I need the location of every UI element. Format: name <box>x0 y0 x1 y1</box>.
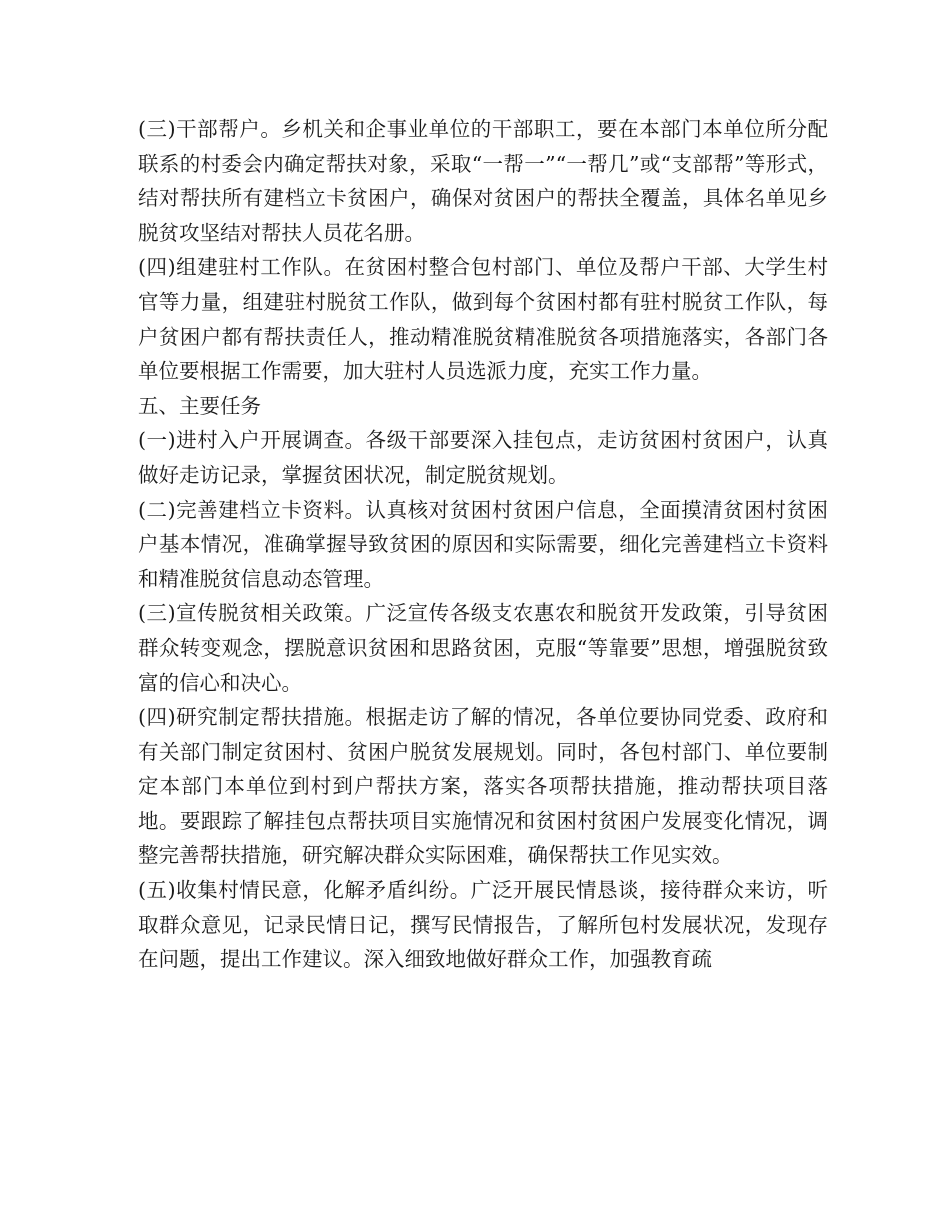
paragraph-cadres-help-households: (三)干部帮户。乡机关和企事业单位的干部职工，要在本部门本单位所分配联系的村委会内确定帮扶对象，采取“一帮一”“一帮几”或“支部帮”等形式，结对帮扶所有建档立卡贫困户，确保对贫困户的帮扶全覆盖，具体名单见乡脱贫攻坚结对帮扶人员花名册。 <box>138 117 828 245</box>
paragraph-filing-records: (二)完善建档立卡资料。认真核对贫困村贫困户信息，全面摸清贫困村贫困户基本情况，准确掌握导致贫困的原因和实际需要，细化完善建档立卡资料和精准脱贫信息动态管理。 <box>138 497 828 591</box>
document-body <box>138 112 828 977</box>
paragraph-policy-promotion: (三)宣传脱贫相关政策。广泛宣传各级支农惠农和脱贫开发政策，引导贫困群众转变观念，摆脱意识贫困和思路贫困，克服“等靠要”思想，增强脱贫致富的信心和决心。 <box>138 601 828 695</box>
section-heading-main-tasks: 五、主要任务 <box>138 393 261 418</box>
paragraph-public-opinion: (五)收集村情民意，化解矛盾纠纷。广泛开展民情恳谈，接待群众来访，听取群众意见，记录民情日记，撰写民情报告，了解所包村发展状况，发现存在问题，提出工作建议。深入细致地做好群众工作，加强教育疏 <box>138 878 828 972</box>
paragraph-household-survey: (一)进村入户开展调查。各级干部要深入挂包点，走访贫困村贫困户，认真做好走访记录，掌握贫困状况，制定脱贫规划。 <box>138 428 828 487</box>
paragraph-assistance-measures: (四)研究制定帮扶措施。根据走访了解的情况，各单位要协同党委、政府和有关部门制定贫困村、贫困户脱贫发展规划。同时，各包村部门、单位要制定本部门本单位到村到户帮扶方案，落实各项帮扶措施，推动帮扶项目落地。要跟踪了解挂包点帮扶项目实施情况和贫困村贫困户发展变化情况，调整完善帮扶措施，研究解决群众实际困难，确保帮扶工作见实效。 <box>138 705 828 868</box>
paragraph-village-work-team: (四)组建驻村工作队。在贫困村整合包村部门、单位及帮户干部、大学生村官等力量，组建驻村脱贫工作队，做到每个贫困村都有驻村脱贫工作队，每户贫困户都有帮扶责任人，推动精准脱贫精准脱贫各项措施落实，各部门各单位要根据工作需要，加大驻村人员选派力度，充实工作力量。 <box>138 255 828 384</box>
